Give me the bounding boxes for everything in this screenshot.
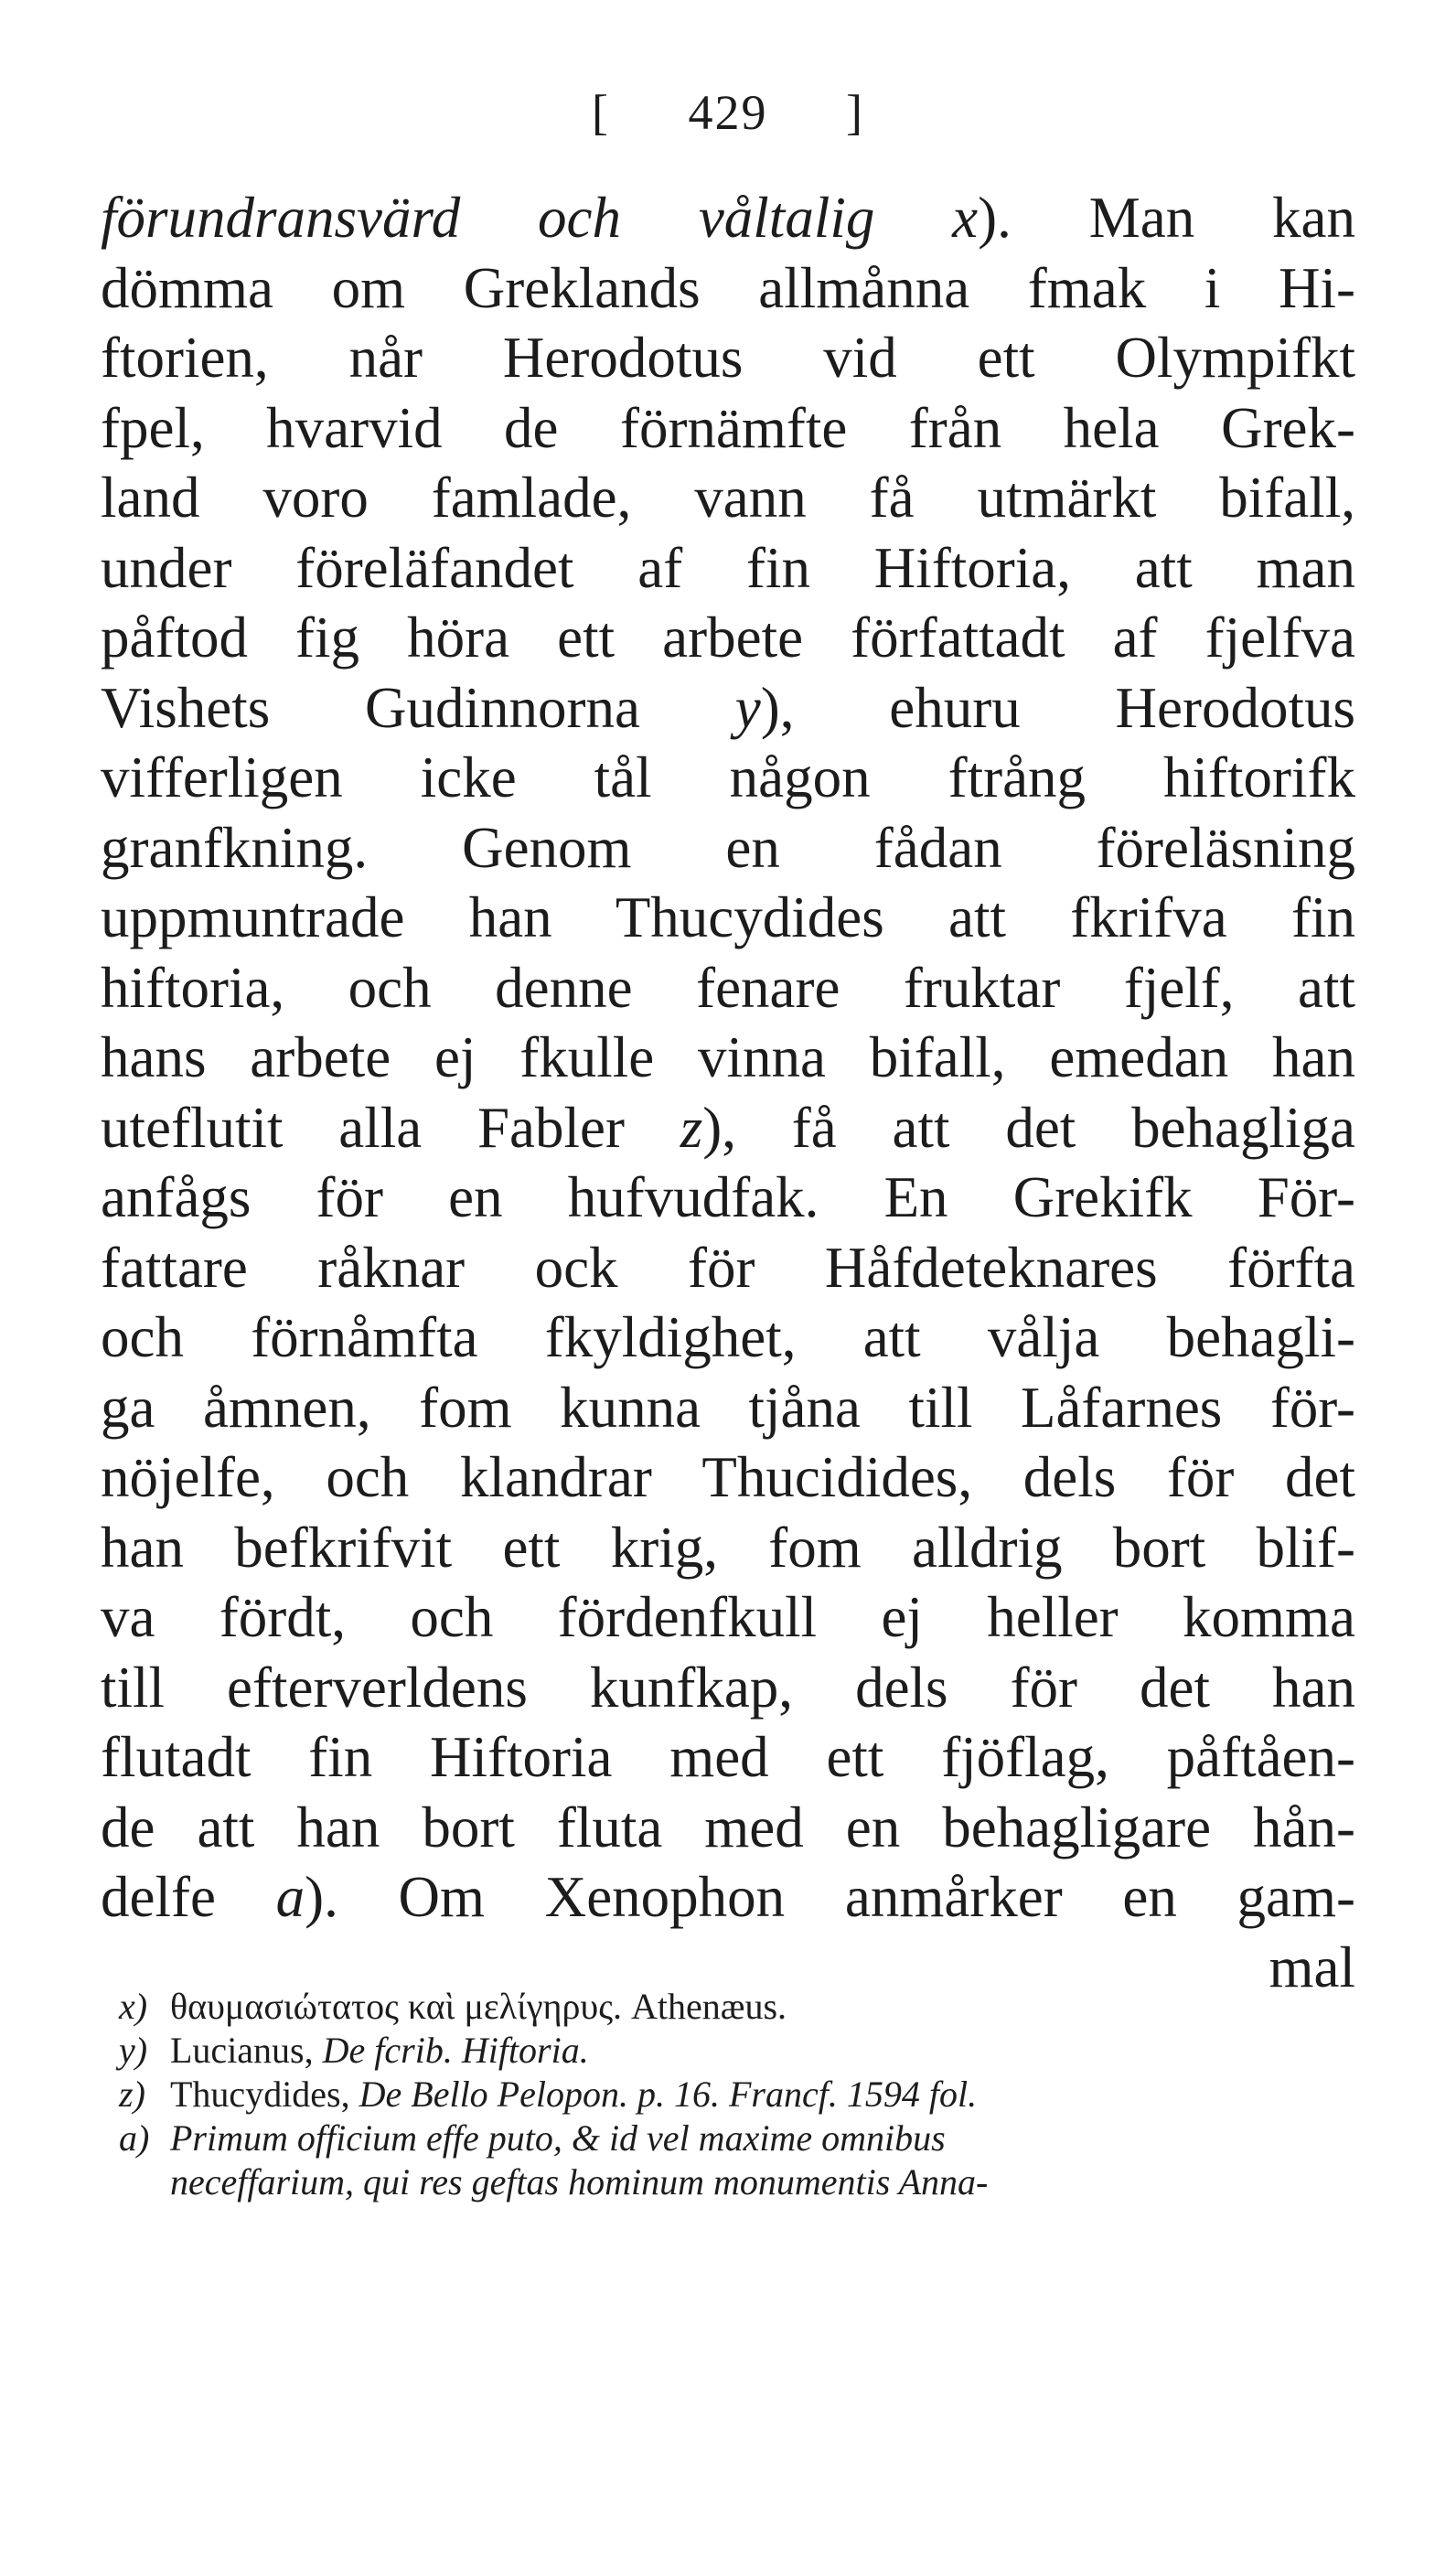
text-line	[101, 1862, 1355, 1933]
footnote-mark: z)	[119, 2074, 145, 2115]
text-segment: de att han bort fluta med en behagligare hån-	[101, 1795, 1355, 1859]
header-bracket-right: ]	[846, 85, 864, 140]
text-segment: hiftoria, och denne fenare fruktar fjelf, att	[101, 955, 1355, 1020]
text-line	[101, 323, 1355, 393]
text-segment: uppmuntrade han Thucydides att fkrifva fin	[101, 885, 1355, 949]
footnote-text: Athenæus.	[631, 1986, 787, 2027]
text-segment: ga åmnen, fom kunna tjåna till Låfarnes för-	[101, 1375, 1355, 1440]
text-line	[101, 953, 1355, 1023]
text-line	[101, 1653, 1355, 1723]
footnote-mark: x)	[119, 1986, 148, 2027]
text-segment: hans arbete ej fkulle vinna bifall, emedan han	[101, 1025, 1355, 1089]
text-segment: Vishets Gudinnorna	[101, 675, 735, 740]
text-line	[101, 603, 1355, 673]
text-line	[101, 253, 1355, 324]
text-line	[101, 743, 1355, 813]
footnote-mark: a)	[119, 2117, 150, 2159]
text-segment: anfågs för en hufvudfak. En Grekifk För-	[101, 1165, 1355, 1229]
text-segment: fattare råknar ock för Håfdeteknares förfta	[101, 1235, 1355, 1300]
footnote-italic-text: De Bello Pelopon. p. 16. Francf. 1594 fol.	[359, 2074, 978, 2115]
italic-text: a	[275, 1865, 305, 1929]
text-segment: ). Om Xenophon anmårker en gam-	[305, 1865, 1355, 1929]
italic-text: y	[734, 675, 761, 740]
italic-text: z	[680, 1095, 703, 1160]
text-line	[101, 673, 1355, 744]
text-segment: under föreläfandet af fin Hiftoria, att man	[101, 535, 1355, 600]
header-bracket-left: [	[592, 85, 610, 140]
text-segment: land voro famlade, vann få utmärkt bifall,	[101, 466, 1355, 530]
text-line	[101, 1233, 1355, 1303]
text-line	[101, 1163, 1355, 1233]
text-line	[101, 1302, 1355, 1373]
text-segment: och förnåmfta fkyldighet, att vålja behagli-	[101, 1305, 1355, 1369]
text-segment: mal	[1269, 1934, 1355, 1999]
text-segment: vifferligen icke tål någon ftrång hiftorifk	[101, 745, 1355, 809]
text-segment: ). Man kan	[978, 186, 1355, 250]
text-segment: han befkrifvit ett krig, fom alldrig bort blif-	[101, 1515, 1355, 1580]
text-line	[101, 1023, 1355, 1093]
text-line	[101, 813, 1355, 884]
text-segment: ), ehuru Herodotus	[760, 675, 1355, 740]
text-segment: fpel, hvarvid de förnämfte från hela Grek-	[101, 395, 1355, 460]
text-segment: till efterverldens kunfkap, dels för det han	[101, 1655, 1355, 1720]
text-segment: påftod fig höra ett arbete författadt af fjelfva	[101, 605, 1355, 670]
text-line	[101, 533, 1355, 604]
text-segment: granfkning. Genom en fådan föreläsning	[101, 815, 1355, 880]
italic-text: förundransvärd och våltalig x	[101, 186, 979, 250]
footnote-italic-text: neceffarium, qui res geftas hominum monumentis Anna-	[170, 2161, 989, 2202]
text-line	[101, 1513, 1355, 1583]
footnotes	[119, 1985, 1354, 2204]
footnote-mark: y)	[119, 2030, 148, 2071]
text-line	[101, 1373, 1355, 1443]
text-segment: dömma om Greklands allmånna fmak i Hi-	[101, 255, 1355, 320]
body-text	[101, 183, 1355, 2002]
page-header	[0, 84, 1456, 141]
text-segment: uteflutit alla Fabler	[101, 1095, 680, 1160]
footnote-text: Lucianus,	[170, 2030, 323, 2071]
footnote	[119, 2117, 1354, 2160]
text-line	[101, 1442, 1355, 1513]
text-line	[101, 1722, 1355, 1793]
text-segment: nöjelfe, och klandrar Thucidides, dels för det	[101, 1445, 1355, 1509]
footnote	[119, 1985, 1354, 2029]
text-line	[101, 183, 1355, 253]
text-line	[101, 1582, 1355, 1653]
footnote	[119, 2073, 1354, 2117]
text-line	[101, 393, 1355, 464]
footnote-text: θαυμασιώτατος καὶ μελίγηρυς.	[170, 1986, 632, 2027]
text-line	[101, 1793, 1355, 1863]
footnote	[119, 2029, 1354, 2073]
footnote	[119, 2160, 1354, 2204]
footnote-italic-text: Primum officium effe puto, & id vel maxime omnibus	[170, 2117, 946, 2159]
text-segment: va fördt, och fördenfkull ej heller komma	[101, 1585, 1355, 1649]
text-segment: delfe	[101, 1865, 276, 1929]
footnote-text: Thucydides,	[170, 2074, 359, 2115]
text-line	[101, 883, 1355, 953]
text-segment: flutadt fin Hiftoria med ett fjöflag, påftåen-	[101, 1725, 1355, 1789]
footnote-italic-text: De fcrib. Hiftoria.	[322, 2030, 589, 2071]
text-line	[101, 1093, 1355, 1163]
text-line	[101, 463, 1355, 533]
text-segment: ), få att det behagliga	[702, 1095, 1355, 1160]
page-number: 429	[688, 85, 768, 140]
text-segment: ftorien, når Herodotus vid ett Olympifkt	[101, 326, 1355, 390]
